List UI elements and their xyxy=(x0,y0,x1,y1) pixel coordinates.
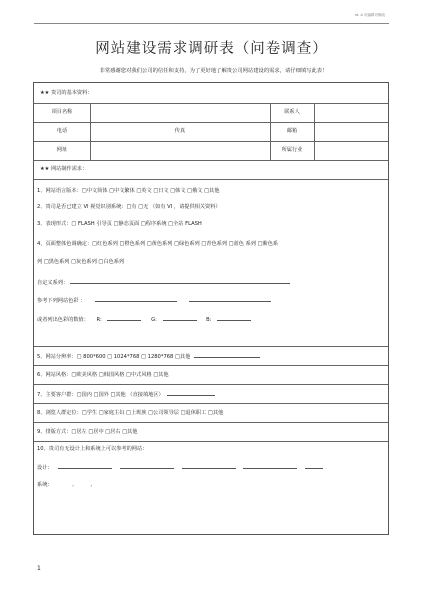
col-divider xyxy=(314,103,315,160)
label-phone: 电话 xyxy=(56,128,68,134)
system-refs xyxy=(37,481,92,489)
g-field[interactable] xyxy=(163,315,197,321)
b-label: B: xyxy=(206,317,212,323)
row-divider xyxy=(34,160,388,161)
q5-other-field[interactable] xyxy=(194,352,260,358)
design-field-2[interactable] xyxy=(120,463,174,469)
label-fax: 传真 xyxy=(174,128,186,134)
r-label: R: xyxy=(96,317,102,323)
q6-style[interactable]: 6、网站风格：□欧美风格 □韩国风格 □中式风格 □其他 xyxy=(37,372,169,378)
header-note: rd. A 可编辑可修改 xyxy=(354,13,385,17)
label-industry: 所属行业 xyxy=(281,147,303,153)
q3-format[interactable]: 3、表现形式：□ FLASH 引导页 □静态页面 □程序系统 □全站 FLASH xyxy=(37,221,202,227)
design-field-4[interactable] xyxy=(243,463,297,469)
row-divider xyxy=(34,141,388,142)
q7-text[interactable]: 7、主要客户群：□国内 □国外 □其他 （直接填地区） xyxy=(37,392,164,398)
design-label: 设计： xyxy=(37,465,53,471)
row-divider xyxy=(34,422,388,423)
row-divider xyxy=(34,122,388,123)
design-field-3[interactable] xyxy=(182,463,236,469)
row-divider xyxy=(34,179,388,180)
design-field-1[interactable] xyxy=(58,463,112,469)
r-field[interactable] xyxy=(107,315,141,321)
system-field[interactable]: , , xyxy=(72,482,93,488)
header-rule xyxy=(34,23,389,24)
row-divider xyxy=(34,346,388,347)
q5-resolution xyxy=(37,352,260,361)
page-title: 网站建设需求调研表（问卷调查） xyxy=(95,41,328,57)
row-divider xyxy=(34,384,388,385)
row-divider xyxy=(34,403,388,404)
q4-color-tone-cont[interactable]: 列 □黑色系列 □灰色系列 □白色系列 xyxy=(37,259,125,265)
q5-text[interactable]: 5、网站分辨率：□ 800*600 □ 1024*768 □ 1280*768 □其他 xyxy=(37,354,191,360)
basic-heading: ★★ 贵司的基本资料： xyxy=(40,90,93,96)
row-divider xyxy=(34,103,388,104)
system-label: 系统： xyxy=(37,482,53,488)
custom-series-field[interactable] xyxy=(70,278,290,284)
q8-audience[interactable]: 8、浏览人群定位：□学生 □家庭主妇 □上班族 □公司领导层 □退休职工 □其他 xyxy=(37,410,224,416)
reference-site-field-2[interactable] xyxy=(189,296,271,302)
b-field[interactable] xyxy=(217,315,251,321)
q7-customers xyxy=(37,390,215,399)
g-label: G: xyxy=(151,317,157,323)
q4-color-tone[interactable]: 4、页面整体色调确定：□红色系列 □橙色系列 □黄色系列 □绿色系列 □青色系列 □蓝色 系列 □紫色系 xyxy=(37,241,279,247)
q10-reference[interactable]: 10、贵司有无设计上和系统上可以参考的网站： xyxy=(37,446,148,452)
q2-vi-system[interactable]: 2、贵司是否已建立 VI 视觉识别系统：□有 □无 （如有 VI ，请提供相关资料） xyxy=(37,204,221,210)
q7-region-field[interactable] xyxy=(167,390,215,396)
label-email: 邮箱 xyxy=(286,128,298,134)
label-contact: 联系人 xyxy=(284,109,300,115)
row-divider xyxy=(34,441,388,442)
q4-reference-sites xyxy=(37,296,271,305)
rgb-label: 或者列出色彩的数值： xyxy=(37,317,89,323)
q1-language[interactable]: 1、网站语言版本：□中文简体 □中文繁体 □英文 □日文 □韩文 □俄文 □其他 xyxy=(37,188,220,194)
row-divider xyxy=(34,365,388,366)
reference-site-field-1[interactable] xyxy=(95,296,177,302)
label-website: 网址 xyxy=(56,147,68,153)
intro-text: 非常感谢您对我们公司的信任和支持，为了更好地了解贵公司网站建设的需求，请仔细填写此表！ xyxy=(99,68,328,74)
requirements-heading: ★★ 网站制作需求： xyxy=(40,166,88,172)
custom-series-label: 自定义系列： xyxy=(37,280,69,286)
design-refs xyxy=(37,463,323,472)
q9-layout[interactable]: 9、排版方式：□居左 □居中 □居右 □其他 xyxy=(37,429,138,435)
q4-custom-series xyxy=(37,278,290,287)
page-number: 1 xyxy=(37,565,41,572)
survey-form xyxy=(33,82,389,535)
label-project-name: 项目名称 xyxy=(51,109,73,115)
design-field-5[interactable] xyxy=(305,463,323,469)
q4-rgb-values xyxy=(37,315,251,324)
reference-sites-label: 参考下列网站色彩 ： xyxy=(37,298,86,304)
